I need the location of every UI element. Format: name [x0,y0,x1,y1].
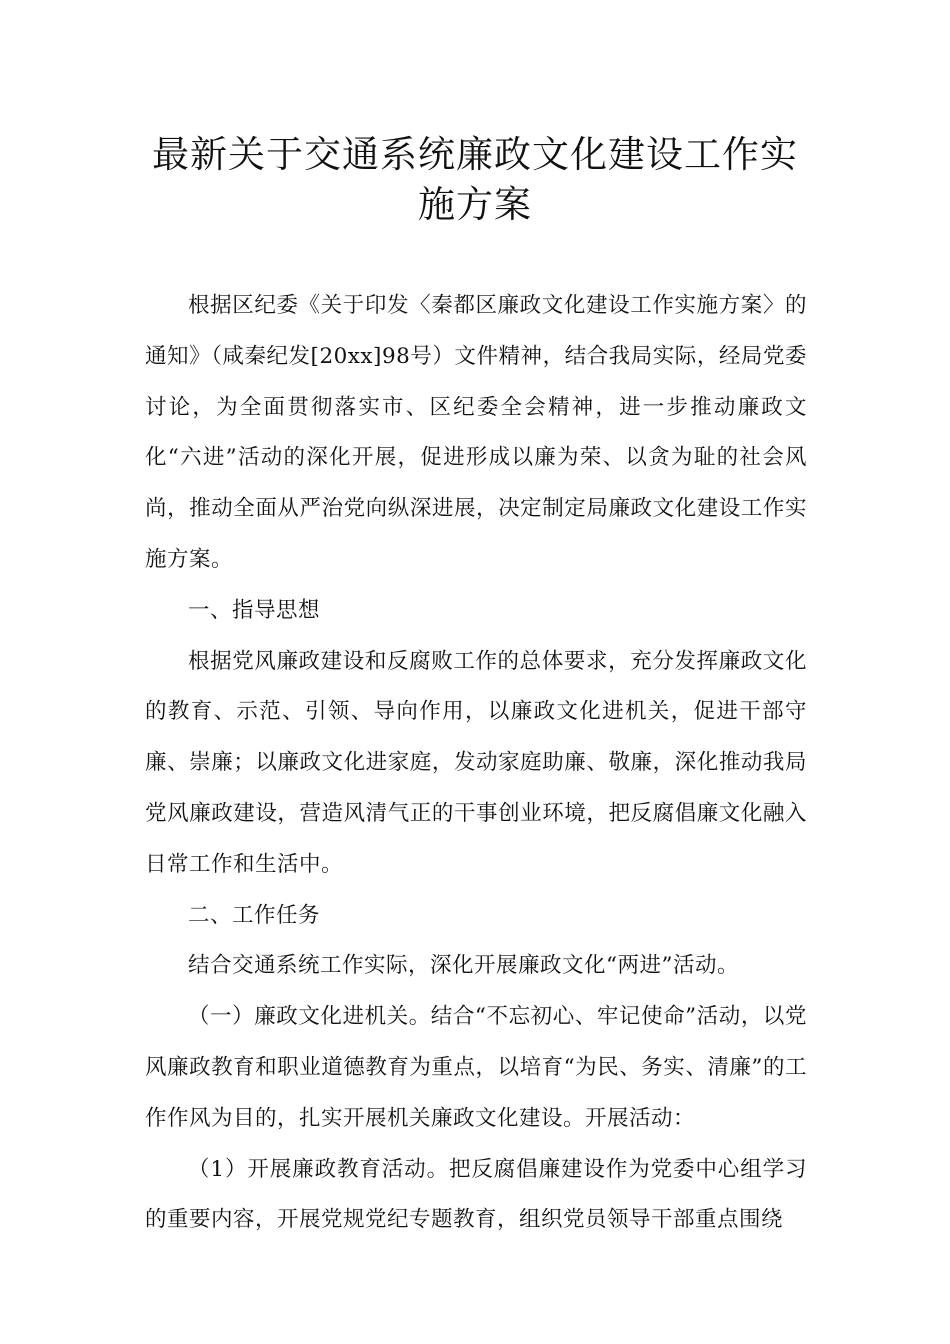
document-title [140,130,810,230]
section-heading-work-tasks: 二、工作任务 [188,902,321,928]
section-heading-guiding-ideology: 一、指导思想 [188,597,321,623]
paragraph-work-tasks: 结合交通系统工作实际，深化开展廉政文化“两进”活动。 [188,953,739,979]
paragraph-guiding-ideology: 根据党风廉政建设和反腐败工作的总体要求，充分发挥廉政文化的教育、示范、引领、导向作用，以廉政文化进机关，促进干部守廉、崇廉；以廉政文化进家庭，发动家庭助廉、敬廉，深化推动我局党风廉政建设，营造风清气正的干事创业环境，把反腐倡廉文化融入日常工作和生活中。 [145,648,807,877]
title-line-1: 最新关于交通系统廉政文化建设工作实 [152,133,798,176]
paragraph-intro: 根据区纪委《关于印发〈秦都区廉政文化建设工作实施方案〉的通知》（咸秦纪发[20xx]98号）文件精神，结合我局实际，经局党委讨论，为全面贯彻落实市、区纪委全会精神，进一步推动廉政文化“六进”活动的深化开展，促进形成以廉为荣、以贪为耻的社会风尚，推动全面从严治党向纵深进展，决定制定局廉政文化建设工作实施方案。 [145,293,807,572]
paragraph-subsection-1: （一）廉政文化进机关。结合“不忘初心、牢记使命”活动，以党风廉政教育和职业道德教育为重点，以培育“为民、务实、清廉”的工作作风为目的，扎实开展机关廉政文化建设。开展活动： [145,1004,807,1131]
document-body [145,281,807,1246]
paragraph-item-1: （1）开展廉政教育活动。把反腐倡廉建设作为党委中心组学习的重要内容，开展党规党纪专题教育，组织党员领导干部重点围绕 [145,1156,807,1233]
title-line-2: 施方案 [418,183,532,226]
